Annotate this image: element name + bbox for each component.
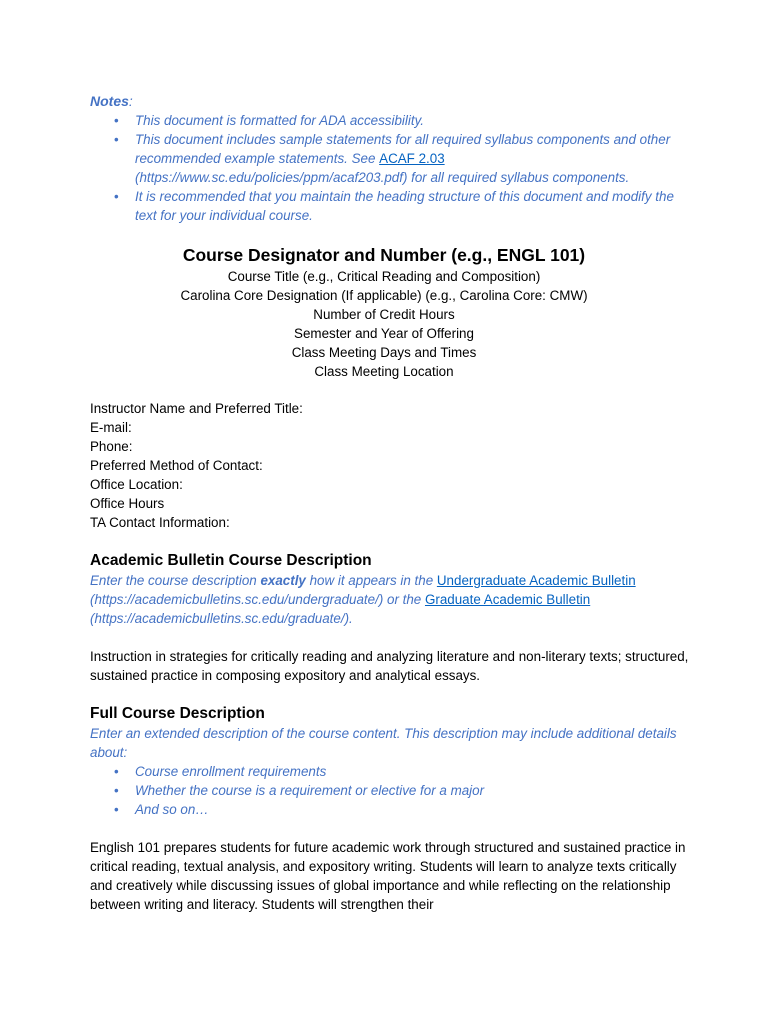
list-item: • Course enrollment requirements — [114, 764, 327, 779]
course-designator-heading: Course Designator and Number (e.g., ENGL 101) — [182, 245, 586, 265]
ta-contact-field: TA Contact Information: — [90, 515, 230, 530]
credit-hours-line: Number of Credit Hours — [313, 307, 455, 322]
course-title-line: Course Title (e.g., Critical Reading and Composition) — [227, 269, 541, 284]
bullet-icon: • — [114, 764, 119, 779]
email-field: E-mail: — [90, 420, 132, 435]
list-item: • And so on… — [114, 802, 209, 817]
notes-list — [90, 111, 690, 225]
semester-line: Semester and Year of Offering — [294, 326, 474, 341]
graduate-bulletin-link[interactable]: Graduate Academic Bulletin — [424, 592, 591, 607]
list-item: • Whether the course is a requirement or elective for a major — [114, 783, 485, 798]
bullet-icon: • — [114, 113, 119, 128]
bulletin-guide-text: Enter the course description exactly how it appears in the Undergraduate Academic Bulletin (https://academicbulletins.sc.edu/undergraduate/) or the Graduate Academic Bulletin (https://academicbulletins.sc.edu/graduate/). — [90, 573, 636, 626]
course-header — [90, 243, 678, 381]
carolina-core-line: Carolina Core Designation (If applicable) (e.g., Carolina Core: CMW) — [180, 288, 588, 303]
meeting-location-line: Class Meeting Location — [314, 364, 454, 379]
bullet-icon: • — [114, 132, 119, 147]
full-description-list — [90, 762, 690, 819]
contact-method-field: Preferred Method of Contact: — [90, 458, 263, 473]
full-description-heading: Full Course Description — [90, 705, 265, 722]
full-description-guide: Enter an extended description of the course content. This description may include additional details about: — [90, 726, 677, 760]
instructor-name-field: Instructor Name and Preferred Title: — [90, 401, 303, 416]
bulletin-description-text: Instruction in strategies for critically reading and analyzing literature and non-literary texts; structured, sustained practice in composing expository and analytical essays. — [90, 649, 689, 683]
office-location-field: Office Location: — [90, 477, 183, 492]
document-page — [90, 92, 690, 914]
phone-field: Phone: — [90, 439, 133, 454]
bulletin-description-heading: Academic Bulletin Course Description — [90, 552, 372, 569]
acaf-link[interactable]: ACAF 2.03 — [379, 151, 445, 166]
notes-list-item: • This document is formatted for ADA accessibility. — [114, 113, 424, 128]
notes-list-item: • This document includes sample statements for all required syllabus components and other recommended example statements. See ACAF 2.03 (https://www.sc.edu/policies/ppm/acaf203.pdf) for all required syllabus components. — [114, 132, 671, 185]
meeting-times-line: Class Meeting Days and Times — [291, 345, 477, 360]
bullet-icon: • — [114, 802, 119, 817]
notes-list-item: • It is recommended that you maintain the heading structure of this document and modify the text for your individual course. — [114, 189, 674, 223]
bullet-icon: • — [114, 189, 119, 204]
office-hours-field: Office Hours — [90, 496, 165, 511]
bullet-icon: • — [114, 783, 119, 798]
notes-heading: Notes: — [90, 93, 133, 109]
full-description-text: English 101 prepares students for future academic work through structured and sustained practice in critical reading, textual analysis, and expository writing. Students will learn to analyze texts critically and creatively while discussing issues of global importance and while reflecting on the relationship between writing and literacy. Students will strengthen their — [90, 840, 686, 912]
instructor-info — [90, 399, 690, 532]
undergraduate-bulletin-link[interactable]: Undergraduate Academic Bulletin — [436, 573, 636, 588]
